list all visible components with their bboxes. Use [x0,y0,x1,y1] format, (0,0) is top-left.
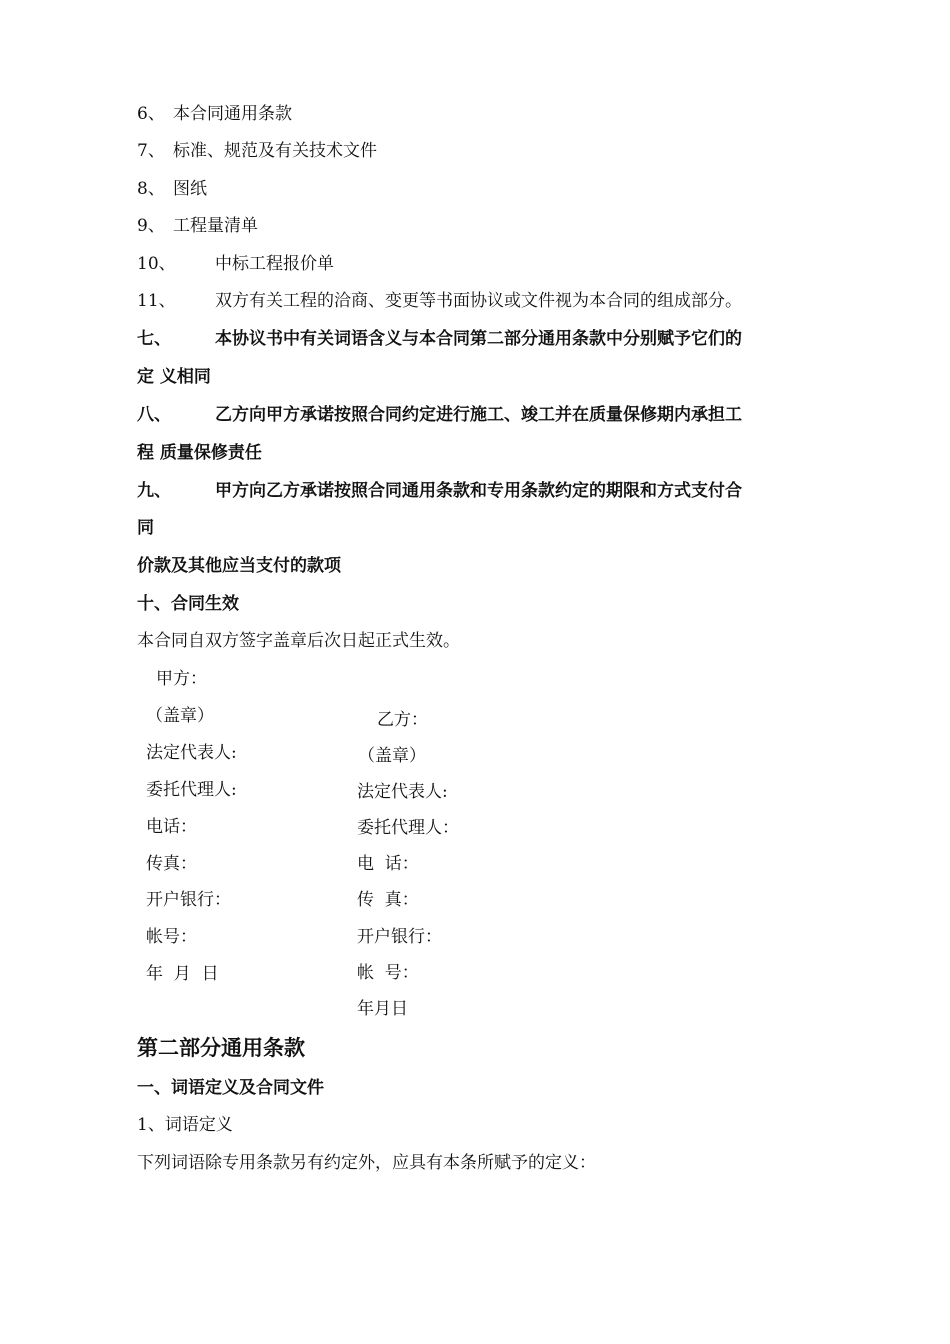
item-number: 10、 [137,254,176,274]
list-item [137,214,258,238]
party-b-name: 乙方： [377,710,428,730]
party-a-agent: 委托代理人: [146,780,237,800]
list-item [137,102,292,126]
article-eight-cont: 程 质量保修责任 [137,443,262,463]
party-a-seal: （盖章） [146,706,214,726]
item-text: 图纸 [173,179,207,199]
party-b-account: 帐 号： [357,963,419,983]
item-text: 标准、规范及有关技术文件 [173,141,377,161]
list-item [137,177,207,201]
subsection-heading: 1、词语定义 [137,1115,233,1135]
section-heading: 一、词语定义及合同文件 [137,1078,324,1098]
article-text: 甲方向乙方承诺按照合同通用条款和专用条款约定的期限和方式支付合 [215,481,742,501]
party-b-representative: 法定代表人: [357,782,448,802]
article-seven-cont: 定 义相同 [137,367,211,387]
item-text: 中标工程报价单 [215,254,334,274]
list-item [137,252,334,276]
party-a-name: 甲方： [156,669,207,689]
party-a-account: 帐号： [146,927,197,947]
list-item [137,289,742,313]
item-number: 6、 [137,104,165,124]
party-b-phone: 电 话： [357,854,419,874]
item-text: 工程量清单 [173,216,258,236]
item-number: 11、 [137,291,176,311]
list-item [137,139,377,163]
article-nine-cont-2: 价款及其他应当支付的款项 [137,556,341,576]
article-number: 八、 [137,405,171,425]
item-number: 8、 [137,179,165,199]
party-a-date: 年 月 日 [146,964,219,984]
party-a-representative: 法定代表人: [146,743,237,763]
article-seven [137,327,742,351]
article-number: 九、 [137,481,171,501]
article-text: 乙方向甲方承诺按照合同约定进行施工、竣工并在质量保修期内承担工 [215,405,742,425]
article-nine-cont: 同 [137,518,154,538]
article-number: 七、 [137,329,171,349]
item-number: 9、 [137,216,165,236]
article-ten-body: 本合同自双方签字盖章后次日起正式生效。 [137,631,460,651]
party-b-seal: （盖章） [358,746,426,766]
party-a-bank: 开户银行： [146,890,231,910]
item-number: 7、 [137,141,165,161]
article-ten-title: 十、合同生效 [137,594,239,614]
item-text: 本合同通用条款 [173,104,292,124]
article-nine [137,479,742,503]
item-text: 双方有关工程的洽商、变更等书面协议或文件视为本合同的组成部分。 [215,291,742,311]
part-two-heading: 第二部分通用条款 [137,1035,305,1060]
party-b-date: 年月日 [357,999,408,1019]
article-text: 本协议书中有关词语含义与本合同第二部分通用条款中分别赋予它们的 [215,329,742,349]
party-b-agent: 委托代理人： [357,818,459,838]
party-b-bank: 开户银行： [357,927,442,947]
party-a-fax: 传真： [146,854,197,874]
party-b-fax: 传 真： [357,890,419,910]
party-a-phone: 电话： [146,817,197,837]
article-eight [137,403,742,427]
intro-paragraph: 下列词语除专用条款另有约定外，应具有本条所赋予的定义： [137,1153,596,1173]
